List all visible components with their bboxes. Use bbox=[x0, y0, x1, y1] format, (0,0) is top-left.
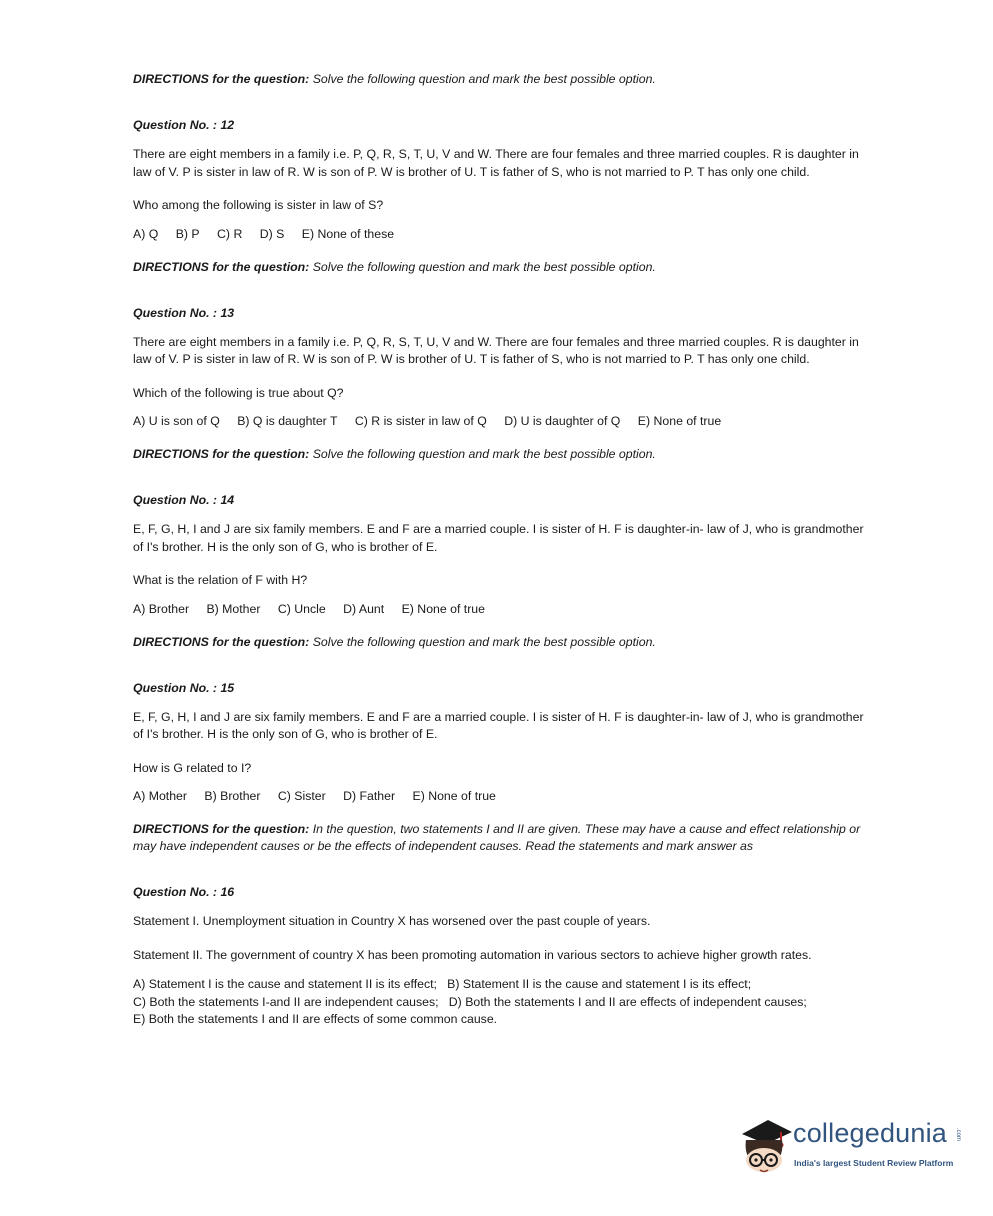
option: C) Sister bbox=[277, 789, 326, 803]
option: C) R is sister in law of Q bbox=[354, 414, 487, 428]
answer-options bbox=[133, 789, 873, 803]
option: E) None of true bbox=[412, 789, 496, 803]
mascot-icon bbox=[738, 1110, 794, 1182]
document-body bbox=[133, 68, 873, 1029]
directions: DIRECTIONS for the question: Solve the following question and mark the best possible option. bbox=[133, 72, 656, 86]
question-passage: E, F, G, H, I and J are six family members. E and F are a married couple. I is sister of H. F is daughter-in- law of J, who is grandmother of I's brother. H is the only son of G, who is brother of E. bbox=[133, 522, 864, 554]
question-text: Who among the following is sister in law of S? bbox=[133, 198, 384, 212]
option-line: C) Both the statements I-and II are independent causes; D) Both the statements I and II are effects of independent causes; bbox=[133, 994, 807, 1009]
answer-options bbox=[133, 602, 873, 616]
option: E) None of these bbox=[301, 226, 395, 241]
question-number: Question No. : 12 bbox=[133, 118, 235, 132]
question-passage: E, F, G, H, I and J are six family members. E and F are a married couple. I is sister of H. F is daughter-in- law of J, who is grandmother of I's brother. H is the only son of G, who is brother of E. bbox=[133, 709, 864, 741]
question-passage: There are eight members in a family i.e. P, Q, R, S, T, U, V and W. There are four females and three married couples. R is daughter in law of V. P is sister in law of R. W is son of P. W is brother of U. T is father of S, who is not married to P. T has only one child. bbox=[133, 334, 859, 366]
directions: DIRECTIONS for the question: Solve the following question and mark the best possible option. bbox=[133, 447, 656, 461]
option-line: E) Both the statements I and II are effects of some common cause. bbox=[133, 1012, 498, 1026]
answer-options bbox=[133, 414, 873, 428]
option-line: A) Statement I is the cause and statement II is its effect; B) Statement II is the cause and statement I is its effect; bbox=[133, 977, 752, 991]
directions: DIRECTIONS for the question: In the question, two statements I and II are given. These may have a cause and effect relationship or may have independent causes or be the effects of independent causes. Read the statements and mark answer as bbox=[133, 822, 861, 853]
option: E) None of true bbox=[401, 601, 485, 616]
question-number: Question No. : 16 bbox=[133, 885, 235, 899]
logo-tagline: India's largest Student Review Platform bbox=[794, 1158, 954, 1168]
question-number: Question No. : 15 bbox=[133, 680, 235, 695]
option: A) Brother bbox=[133, 601, 190, 616]
question-number: Question No. : 13 bbox=[133, 305, 235, 320]
statement-two: Statement II. The government of country X has been promoting automation in various sectors to achieve higher growth rates. bbox=[133, 947, 812, 962]
directions: DIRECTIONS for the question: Solve the following question and mark the best possible option. bbox=[133, 634, 656, 649]
option: A) U is son of Q bbox=[133, 414, 220, 428]
option: D) Father bbox=[343, 789, 396, 803]
option: C) Uncle bbox=[277, 601, 326, 616]
directions: DIRECTIONS for the question: Solve the following question and mark the best possible option. bbox=[133, 259, 656, 274]
question-passage: There are eight members in a family i.e. P, Q, R, S, T, U, V and W. There are four females and three married couples. R is daughter in law of V. P is sister in law of R. W is son of P. W is brother of U. T is father of S, who is not married to P. T has only one child. bbox=[133, 147, 859, 179]
option: D) S bbox=[259, 226, 285, 241]
option: B) Brother bbox=[204, 789, 261, 803]
question-text: How is G related to I? bbox=[133, 760, 252, 775]
option: D) Aunt bbox=[343, 601, 385, 616]
question-text: What is the relation of F with H? bbox=[133, 573, 308, 587]
option: A) Q bbox=[133, 226, 159, 241]
option: D) U is daughter of Q bbox=[504, 414, 621, 428]
option: B) Mother bbox=[206, 601, 261, 616]
option: B) P bbox=[175, 226, 200, 241]
logo-wordmark: collegedunia bbox=[793, 1118, 948, 1148]
option: C) R bbox=[217, 226, 243, 241]
question-text: Which of the following is true about Q? bbox=[133, 385, 344, 400]
answer-options bbox=[133, 976, 873, 1029]
option: E) None of true bbox=[637, 414, 722, 428]
statement-one: Statement I. Unemployment situation in Country X has worsened over the past couple of years. bbox=[133, 914, 651, 928]
question-number: Question No. : 14 bbox=[133, 493, 235, 507]
answer-options bbox=[133, 227, 873, 241]
collegedunia-logo bbox=[738, 1110, 968, 1182]
logo-domain: .com bbox=[955, 1128, 961, 1142]
option: B) Q is daughter T bbox=[237, 414, 338, 428]
option: A) Mother bbox=[133, 789, 187, 803]
